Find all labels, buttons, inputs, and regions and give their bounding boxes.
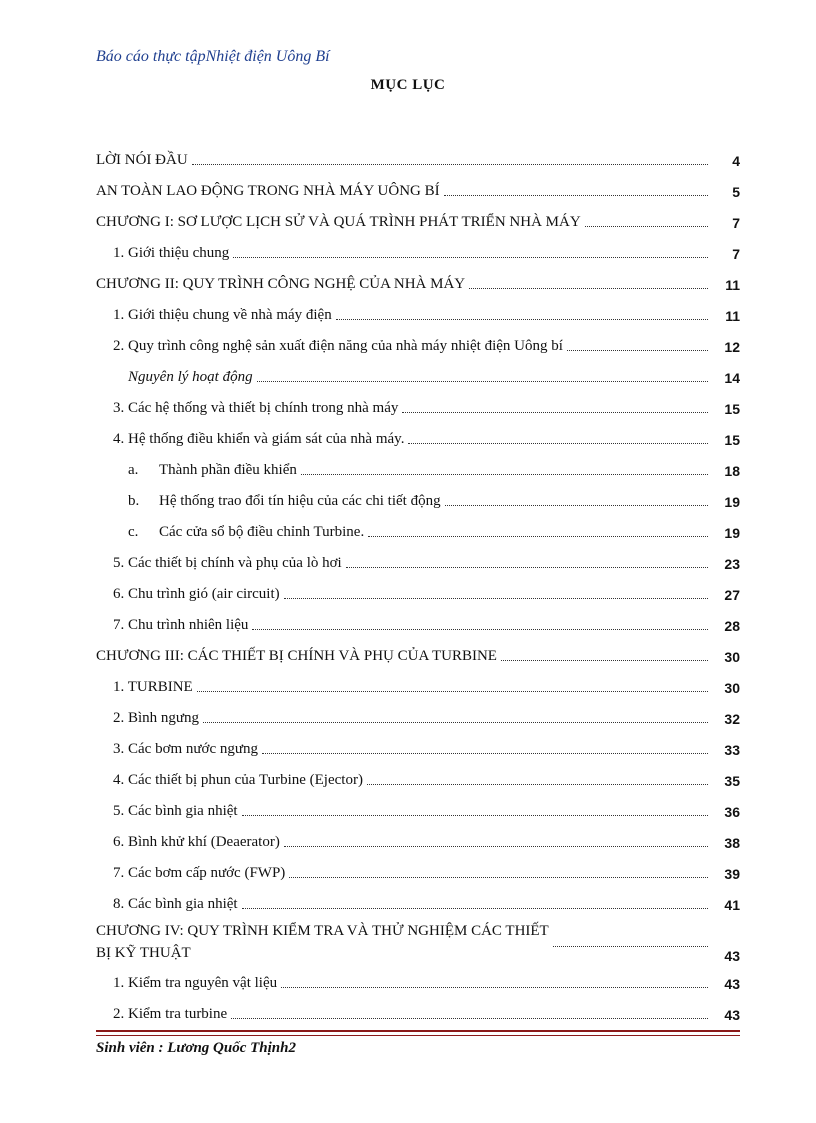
- footer-rule-thick: [96, 1030, 740, 1032]
- toc-entry[interactable]: [96, 269, 740, 300]
- toc-page-number: 35: [724, 772, 740, 789]
- toc-page-number: 19: [724, 493, 740, 510]
- toc-entry[interactable]: [96, 968, 740, 999]
- toc-entry[interactable]: [96, 734, 740, 765]
- toc-leader-dots: [231, 1018, 708, 1019]
- toc-entry[interactable]: [96, 424, 740, 455]
- toc-entry-text: Hệ thống trao đổi tín hiệu của các chi tiết động: [159, 493, 441, 509]
- toc-entry[interactable]: [96, 765, 740, 796]
- toc-leader-dots: [408, 443, 708, 444]
- toc-page-number: 5: [732, 183, 740, 200]
- toc-entry[interactable]: [96, 672, 740, 703]
- toc-leader-dots: [402, 412, 708, 413]
- toc-page-number: 28: [724, 617, 740, 634]
- toc-page-number: 19: [724, 524, 740, 541]
- toc-entry[interactable]: [96, 517, 740, 548]
- toc-entry-text-block: [96, 920, 549, 964]
- toc-entry[interactable]: [96, 703, 740, 734]
- toc-leader-dots: [262, 753, 708, 754]
- toc-leader-dots: [368, 536, 708, 537]
- toc-leader-dots: [192, 164, 708, 165]
- toc-page-number: 4: [732, 152, 740, 169]
- toc-entry[interactable]: [96, 362, 740, 393]
- toc-entry[interactable]: [96, 176, 740, 207]
- toc-entry[interactable]: [96, 827, 740, 858]
- toc-entry[interactable]: [96, 455, 740, 486]
- toc-entry-text: 2. Bình ngưng: [113, 710, 200, 726]
- document-footer: Sinh viên : Lương Quốc Thịnh2: [96, 1040, 296, 1056]
- toc-entry-marker: a.: [128, 462, 139, 478]
- toc-leader-dots: [445, 505, 708, 506]
- toc-page-number: 36: [724, 803, 740, 820]
- toc-entry-text: 1. TURBINE: [113, 679, 193, 695]
- toc-leader-dots: [252, 629, 708, 630]
- toc-entry-text: 7. Các bơm cấp nước (FWP): [113, 865, 286, 881]
- toc-page-number: 23: [724, 555, 740, 572]
- toc-leader-dots: [444, 195, 708, 196]
- toc-leader-dots: [284, 598, 708, 599]
- toc-entry[interactable]: [96, 300, 740, 331]
- toc-entry-text: 6. Chu trình gió (air circuit): [113, 586, 280, 602]
- toc-entry-text: 3. Các hệ thống và thiết bị chính trong nhà máy: [113, 400, 399, 416]
- toc-page-number: 14: [724, 369, 740, 386]
- toc-page-number: 11: [725, 276, 740, 293]
- toc-entry[interactable]: [96, 858, 740, 889]
- table-of-contents: [96, 145, 740, 1030]
- toc-page-number: 12: [724, 338, 740, 355]
- toc-leader-dots: [553, 946, 708, 947]
- toc-page-number: 15: [724, 400, 740, 417]
- toc-entry[interactable]: [96, 145, 740, 176]
- toc-entry[interactable]: [96, 579, 740, 610]
- toc-page-number: 38: [724, 834, 740, 851]
- toc-entry[interactable]: [96, 393, 740, 424]
- toc-page-number: 33: [724, 741, 740, 758]
- toc-leader-dots: [242, 815, 708, 816]
- toc-entry-text: 6. Bình khử khí (Deaerator): [113, 834, 280, 850]
- toc-entry-text: 8. Các bình gia nhiệt: [113, 896, 238, 912]
- page-title: MỤC LỤC: [370, 77, 446, 93]
- toc-leader-dots: [301, 474, 708, 475]
- toc-page-number: 7: [732, 214, 740, 231]
- toc-leader-dots: [203, 722, 708, 723]
- toc-page-number: 18: [724, 462, 740, 479]
- toc-leader-dots: [284, 846, 708, 847]
- toc-page-number: 7: [732, 245, 740, 262]
- toc-page-number: 11: [725, 307, 740, 324]
- toc-entry[interactable]: [96, 486, 740, 517]
- toc-entry-text: 3. Các bơm nước ngưng: [113, 741, 259, 757]
- toc-entry[interactable]: [96, 207, 740, 238]
- toc-leader-dots: [281, 987, 708, 988]
- toc-page-number: 15: [724, 431, 740, 448]
- toc-entry[interactable]: [96, 920, 740, 968]
- toc-entry[interactable]: [96, 641, 740, 672]
- toc-page-number: 43: [724, 948, 740, 964]
- toc-entry-text: 5. Các bình gia nhiệt: [113, 803, 238, 819]
- footer-rule-thin: [96, 1035, 740, 1036]
- toc-entry[interactable]: [96, 889, 740, 920]
- toc-entry-text: CHƯƠNG IV: QUY TRÌNH KIỂM TRA VÀ THỬ NGHIỆM CÁC THIẾT: [96, 923, 549, 939]
- toc-entry-text-continued: BỊ KỸ THUẬT: [96, 945, 191, 961]
- document-header: Báo cáo thực tậpNhiệt điện Uông Bí: [96, 48, 330, 65]
- toc-entry-text: Thành phần điều khiển: [159, 462, 297, 478]
- toc-entry-text: CHƯƠNG I: SƠ LƯỢC LỊCH SỬ VÀ QUÁ TRÌNH PHÁT TRIỂN NHÀ MÁY: [96, 214, 581, 230]
- toc-entry[interactable]: [96, 796, 740, 827]
- toc-leader-dots: [469, 288, 708, 289]
- toc-leader-dots: [257, 381, 708, 382]
- toc-entry[interactable]: [96, 999, 740, 1030]
- toc-leader-dots: [501, 660, 708, 661]
- toc-entry-text: 2. Quy trình công nghệ sản xuất điện năng của nhà máy nhiệt điện Uông bí: [113, 338, 563, 354]
- toc-leader-dots: [289, 877, 708, 878]
- toc-leader-dots: [367, 784, 708, 785]
- toc-page-number: 30: [724, 648, 740, 665]
- toc-entry-text: 4. Hệ thống điều khiển và giám sát của nhà máy.: [113, 431, 405, 447]
- toc-entry-text: Các cửa sổ bộ điều chỉnh Turbine.: [159, 524, 365, 540]
- toc-page-number: 41: [724, 896, 740, 913]
- toc-entry-text: 5. Các thiết bị chính và phụ của lò hơi: [113, 555, 342, 571]
- toc-entry-marker: b.: [128, 493, 140, 509]
- toc-leader-dots: [197, 691, 708, 692]
- toc-leader-dots: [336, 319, 708, 320]
- toc-entry[interactable]: [96, 238, 740, 269]
- toc-page-number: 39: [724, 865, 740, 882]
- toc-page-number: 43: [724, 1006, 740, 1023]
- toc-entry-text: 1. Kiểm tra nguyên vật liệu: [113, 975, 278, 991]
- toc-entry-text: 1. Giới thiệu chung về nhà máy điện: [113, 307, 332, 323]
- toc-page-number: 43: [724, 975, 740, 992]
- toc-entry[interactable]: [96, 331, 740, 362]
- toc-entry-text: 1. Giới thiệu chung: [113, 245, 230, 261]
- toc-entry[interactable]: [96, 548, 740, 579]
- toc-entry-text: 2. Kiểm tra turbine: [113, 1006, 228, 1022]
- toc-entry-text: AN TOÀN LAO ĐỘNG TRONG NHÀ MÁY UÔNG BÍ: [96, 183, 440, 199]
- toc-entry-text: CHƯƠNG II: QUY TRÌNH CÔNG NGHỆ CỦA NHÀ MÁY: [96, 276, 466, 292]
- toc-page-number: 30: [724, 679, 740, 696]
- toc-entry[interactable]: [96, 610, 740, 641]
- toc-entry-text: Nguyên lý hoạt động: [128, 369, 253, 385]
- toc-leader-dots: [567, 350, 708, 351]
- toc-leader-dots: [346, 567, 708, 568]
- toc-entry-marker: c.: [128, 524, 139, 540]
- toc-entry-text: 4. Các thiết bị phun của Turbine (Ejector): [113, 772, 363, 788]
- toc-entry-text: LỜI NÓI ĐẦU: [96, 152, 188, 168]
- toc-page-number: 27: [724, 586, 740, 603]
- toc-entry-text: CHƯƠNG III: CÁC THIẾT BỊ CHÍNH VÀ PHỤ CỦA TURBINE: [96, 648, 497, 664]
- toc-leader-dots: [585, 226, 708, 227]
- toc-entry-text: 7. Chu trình nhiên liệu: [113, 617, 249, 633]
- toc-leader-dots: [233, 257, 708, 258]
- toc-page-number: 32: [724, 710, 740, 727]
- toc-leader-dots: [242, 908, 708, 909]
